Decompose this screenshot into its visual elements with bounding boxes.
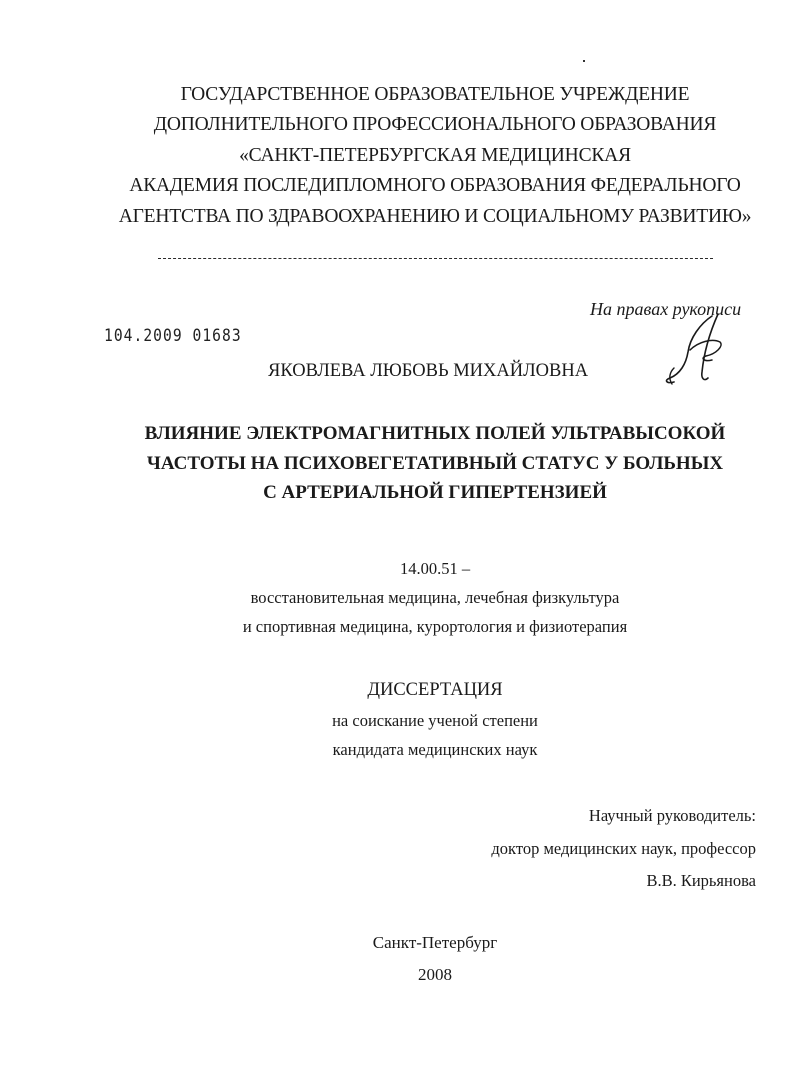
institution-line: ГОСУДАРСТВЕННОЕ ОБРАЗОВАТЕЛЬНОЕ УЧРЕЖДЕНИЕ [180, 84, 690, 105]
specialty-block [150, 554, 720, 642]
title-line: ВЛИЯНИЕ ЭЛЕКТРОМАГНИТНЫХ ПОЛЕЙ УЛЬТРАВЫСОКОЙ [144, 423, 726, 444]
city: Санкт-Петербург [372, 933, 498, 952]
supervisor-degree: доктор медицинских наук, профессор [491, 838, 756, 858]
specialty-code: 14.00.51 – [399, 559, 471, 578]
scan-speck [583, 60, 585, 62]
author-name: ЯКОВЛЕВА ЛЮБОВЬ МИХАЙЛОВНА [268, 361, 589, 381]
dissertation-heading: ДИССЕРТАЦИЯ [367, 680, 503, 700]
institution-header [60, 80, 792, 232]
specialty-line: и спортивная медицина, курортология и физиотерапия [242, 617, 628, 637]
institution-line: «САНКТ-ПЕТЕРБУРГСКАЯ МЕДИЦИНСКАЯ [239, 144, 631, 166]
title-line: С АРТЕРИАЛЬНОЙ ГИПЕРТЕНЗИЕЙ [263, 482, 607, 503]
degree-line: на соискание ученой степени [332, 710, 538, 730]
dissertation-block [200, 676, 670, 765]
supervisor-label: Научный руководитель: [588, 806, 756, 825]
degree-line: кандидата медицинских наук [332, 740, 538, 759]
place-and-year [285, 927, 585, 990]
institution-line: ДОПОЛНИТЕЛЬНОГО ПРОФЕССИОНАЛЬНОГО ОБРАЗОВАНИЯ [153, 114, 717, 136]
dissertation-title [100, 419, 770, 508]
header-divider [158, 258, 713, 259]
institution-line: АГЕНТСТВА ПО ЗДРАВООХРАНЕНИЮ И СОЦИАЛЬНОМУ РАЗВИТИЮ» [118, 205, 752, 227]
supervisor-name: В.В. Кирьянова [646, 871, 756, 890]
manuscript-note: На правах рукописи [590, 299, 742, 319]
handwritten-signature [660, 312, 740, 392]
supervisor-block [491, 800, 756, 898]
year: 2008 [418, 964, 452, 984]
institution-line: АКАДЕМИЯ ПОСЛЕДИПЛОМНОГО ОБРАЗОВАНИЯ ФЕДЕРАЛЬНОГО [129, 175, 741, 197]
registration-stamp: 104.2009 01683 [104, 326, 242, 346]
title-line: ЧАСТОТЫ НА ПСИХОВЕГЕТАТИВНЫЙ СТАТУС У БОЛЬНЫХ [146, 452, 724, 474]
specialty-line: восстановительная медицина, лечебная физкультура [250, 588, 620, 608]
